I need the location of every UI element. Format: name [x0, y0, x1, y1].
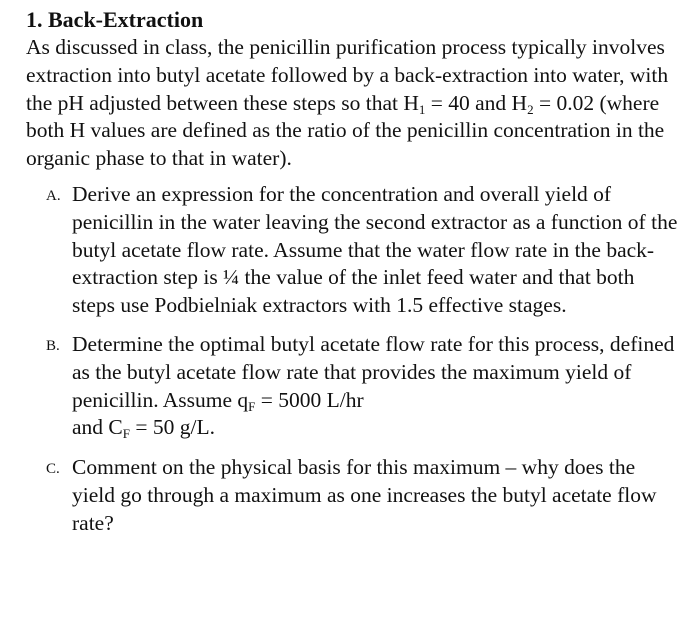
part-c-text: Comment on the physical basis for this maximum – why does the yield go through a maximum as one increases the butyl acetate flow rate? — [72, 455, 657, 535]
part-c — [26, 454, 682, 537]
intro-text-2: = 40 and H — [425, 90, 528, 115]
intro-text-3: = 0.02 (where both H values are defined as the ratio of the penicillin concentration in the organic phase to that in water). — [26, 90, 665, 171]
qf-subscript: F — [248, 398, 256, 414]
cf-subscript: F — [122, 426, 130, 442]
part-b — [26, 331, 682, 442]
part-a-letter: A. — [46, 187, 61, 204]
intro-text-1: As discussed in class, the penicillin purification process typically involves extraction into butyl acetate followed by a back-extraction into water, with the pH adjusted between these steps so that H — [26, 35, 669, 115]
part-b-text-4: = 50 g/L. — [130, 415, 215, 440]
h1-subscript: 1 — [418, 101, 426, 117]
h2-subscript: 2 — [527, 101, 534, 117]
problem-intro — [26, 34, 682, 173]
part-b-text-2: = 5000 L/hr — [255, 387, 364, 412]
part-a-text: Derive an expression for the concentration and overall yield of penicillin in the water leaving the second extractor as a function of the butyl acetate flow rate. Assume that the water flow rate in the back-extraction step is ¼ the value of the inlet feed water and that both steps use Podbielniak extractors with 1.5 effective stages. — [72, 181, 678, 318]
problem-document — [26, 6, 682, 538]
part-c-letter: C. — [46, 461, 60, 478]
part-a — [26, 181, 682, 320]
part-b-letter: B. — [46, 337, 60, 354]
part-b-text-1: Determine the optimal butyl acetate flow rate for this process, defined as the butyl acetate flow rate that provides the maximum yield of penicillin. Assume q — [72, 331, 675, 412]
part-b-text-3: and C — [72, 415, 123, 440]
problem-title: 1. Back-Extraction — [26, 7, 204, 32]
